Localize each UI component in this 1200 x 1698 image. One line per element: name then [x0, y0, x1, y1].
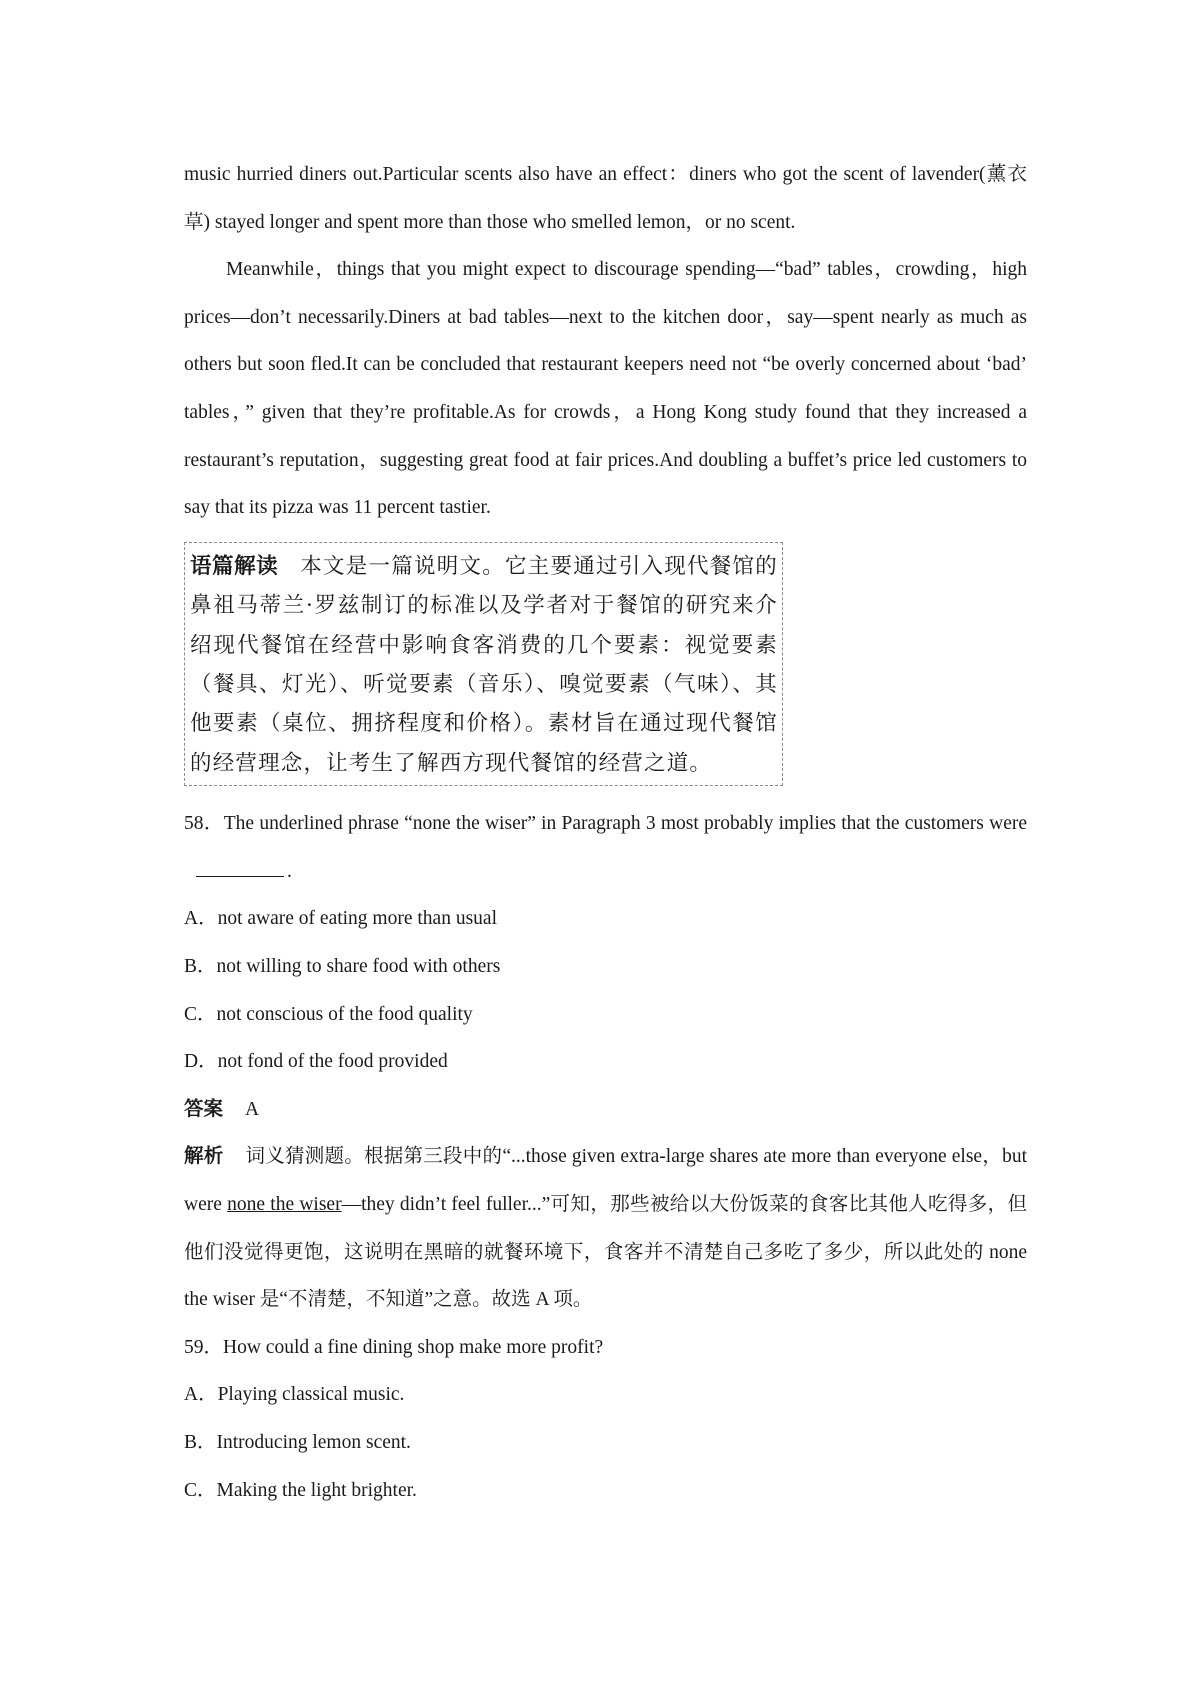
question-58-option-a: A．not aware of eating more than usual — [184, 908, 497, 930]
analysis-text-end: —they didn’t feel fuller...”可知，那些被给以大份饭菜的食客比其他人吃得多，但他们没觉得更饱，这说明在黑暗的就餐环境下，食客并不清楚自己多吃了多少，所以此处的 none the wiser 是“不清楚，不知道”之意。故选 A 项。 — [184, 1193, 1028, 1311]
question-58-option-d: D．not fond of the food provided — [184, 1051, 448, 1073]
question-58-stem-text: 58．The underlined phrase “none the wiser” in Paragraph 3 most probably implies that the customers were — [184, 813, 1027, 835]
question-58-stem — [184, 800, 1027, 895]
question-58-answer — [184, 1086, 1027, 1134]
question-59-option-a: A．Playing classical music. — [184, 1384, 405, 1406]
interpretation-label: 语篇解读 — [190, 553, 279, 579]
interpretation-text: 本文是一篇说明文。它主要通过引入现代餐馆的鼻祖马蒂兰·罗兹制订的标准以及学者对于餐馆的研究来介绍现代餐馆在经营中影响食客消费的几个要素：视觉要素（餐具、灯光）、听觉要素（音乐）、嗅觉要素（气味）、其他要素（桌位、拥挤程度和价格）。素材旨在通过现代餐馆的经营理念，让考生了解西方现代餐馆的经营之道。 — [190, 553, 778, 776]
passage-paragraph-1: music hurried diners out.Particular scents also have an effect：diners who got the scent of lavender(薰衣草) stayed longer and spent more than those who smelled lemon，or no scent. — [184, 164, 1027, 233]
analysis-underlined-phrase: none the wiser — [227, 1193, 342, 1215]
page-content — [184, 151, 1027, 1514]
passage-interpretation-box — [184, 542, 783, 786]
question-58-option-c: C．not conscious of the food quality — [184, 1003, 473, 1025]
question-58-stem-end: . — [287, 860, 292, 882]
question-59-option-b: B．Introducing lemon scent. — [184, 1431, 411, 1453]
answer-label: 答案 — [184, 1098, 224, 1120]
question-59-stem: 59．How could a fine dining shop make more profit? — [184, 1336, 604, 1358]
analysis-label: 解析 — [184, 1146, 224, 1168]
question-58-analysis — [184, 1133, 1027, 1323]
question-59-option-c: C．Making the light brighter. — [184, 1479, 417, 1501]
analysis-text-start: 词义猜测题。根据第三段中的“...those given extra-large shares ate more than everyone else，but were — [184, 1146, 1027, 1215]
question-58-option-b: B．not willing to share food with others — [184, 955, 501, 977]
answer-blank — [196, 856, 284, 877]
answer-value: A — [245, 1098, 260, 1120]
passage-paragraph-2: Meanwhile，things that you might expect to discourage spending—“bad” tables，crowding，high prices—don’t necessarily.Diners at bad tables—next to the kitchen door，say—spent nearly as much as others but soon fled.It can be concluded that restaurant keepers need not “be overly concerned about ‘bad’ tables，” given that they’re profitable.As for crowds，a Hong Kong study found that they increased a restaurant’s reputation，suggesting great food at fair prices.And doubling a buffet’s price led customers to say that its pizza was 11 percent tastier. — [184, 259, 1027, 519]
